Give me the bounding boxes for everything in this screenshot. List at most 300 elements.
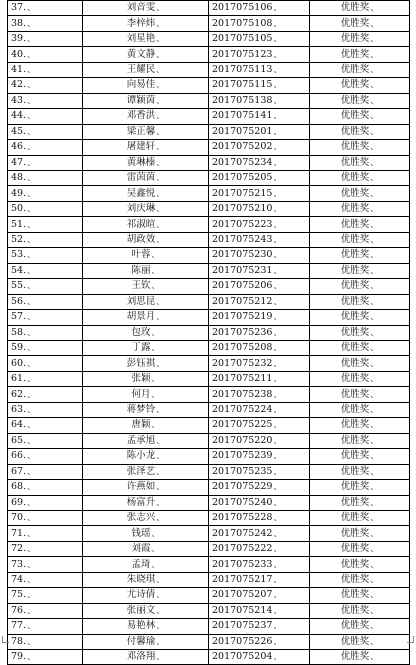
- student-id: 2017075235: [212, 465, 273, 477]
- row-number-cell: [8, 93, 83, 108]
- cell-end-mark: 、: [27, 482, 36, 492]
- cell-end-mark: 、: [27, 652, 36, 662]
- cell-end-mark: 、: [370, 389, 379, 399]
- student-name: 朱晓琪: [126, 573, 156, 585]
- row-number: 65.: [11, 434, 27, 446]
- cell-end-mark: 、: [273, 3, 282, 13]
- award-level: 优胜奖: [340, 419, 370, 431]
- cell-end-mark: 、: [370, 250, 379, 260]
- award-level-cell: [310, 449, 410, 464]
- student-id: 2017075236: [212, 326, 273, 338]
- student-id-cell: [209, 62, 310, 77]
- cell-end-mark: 、: [27, 312, 36, 322]
- cell-end-mark: 、: [273, 34, 282, 44]
- cell-end-mark: 、: [370, 173, 379, 183]
- student-name: 谭颖茵: [126, 94, 156, 106]
- cell-end-mark: 、: [273, 435, 282, 445]
- award-level-cell: [310, 232, 410, 247]
- award-level: 优胜奖: [340, 620, 370, 632]
- student-id: 2017075208: [212, 342, 273, 354]
- table-row: [8, 650, 410, 665]
- student-id-cell: [209, 93, 310, 108]
- student-id: 2017075201: [212, 125, 273, 137]
- cell-end-mark: 、: [273, 559, 282, 569]
- cell-end-mark: 、: [27, 343, 36, 353]
- table-row: [8, 31, 410, 46]
- student-name: 吴鑫悦: [126, 187, 156, 199]
- cell-end-mark: 、: [273, 265, 282, 275]
- row-number: 46.: [11, 141, 27, 153]
- row-number-cell: [8, 557, 83, 572]
- award-level: 优胜奖: [340, 434, 370, 446]
- cell-end-mark: 、: [370, 652, 379, 662]
- student-id: 2017075231: [212, 264, 273, 276]
- cell-end-mark: 、: [151, 281, 160, 291]
- student-name: 尤诗倩: [126, 589, 156, 601]
- student-name-cell: [83, 650, 209, 665]
- cell-end-mark: 、: [27, 204, 36, 214]
- cell-end-mark: 、: [370, 80, 379, 90]
- student-id-cell: [209, 294, 310, 309]
- student-name-cell: [83, 62, 209, 77]
- student-name: 陈丽: [131, 264, 151, 276]
- award-level: 优胜奖: [340, 187, 370, 199]
- row-number-cell: [8, 109, 83, 124]
- cell-end-mark: 、: [370, 528, 379, 538]
- cell-end-mark: 、: [273, 636, 282, 646]
- student-name-cell: [83, 588, 209, 603]
- student-id-cell: [209, 510, 310, 525]
- award-level: 优胜奖: [340, 604, 370, 616]
- cell-end-mark: 、: [273, 374, 282, 384]
- cell-end-mark: 、: [273, 405, 282, 414]
- cell-end-mark: 、: [273, 188, 282, 198]
- award-level-cell: [310, 356, 410, 371]
- student-name: 邓洛翔: [126, 651, 156, 663]
- cell-end-mark: 、: [370, 574, 379, 584]
- cell-end-mark: 、: [370, 559, 379, 569]
- student-id-cell: [209, 588, 310, 603]
- student-name: 张颖: [131, 373, 151, 385]
- student-name-cell: [83, 371, 209, 386]
- student-name-cell: [83, 217, 209, 232]
- student-id: 2017075202: [212, 141, 273, 153]
- award-level-cell: [310, 31, 410, 46]
- cell-end-mark: 、: [273, 173, 282, 183]
- cell-end-mark: 、: [370, 34, 379, 44]
- cell-end-mark: 、: [151, 265, 160, 275]
- award-level-cell: [310, 650, 410, 665]
- row-number-cell: [8, 588, 83, 603]
- row-number: 39.: [11, 33, 27, 45]
- cell-end-mark: 、: [27, 374, 36, 384]
- row-number: 66.: [11, 450, 27, 462]
- cell-end-mark: 、: [370, 65, 379, 75]
- cell-end-mark: 、: [370, 95, 379, 105]
- row-number-cell: [8, 232, 83, 247]
- award-level-cell: [310, 619, 410, 634]
- student-name: 陈小龙: [126, 450, 156, 462]
- student-id: 2017075242: [212, 527, 273, 539]
- award-level: 优胜奖: [340, 125, 370, 137]
- cell-end-mark: 、: [27, 3, 36, 13]
- row-number-cell: [8, 418, 83, 433]
- student-id: 2017075138: [212, 94, 273, 106]
- row-number-cell: [8, 201, 83, 216]
- table-row: [8, 433, 410, 448]
- student-name: 包玫: [131, 326, 151, 338]
- row-number-cell: [8, 16, 83, 31]
- cell-end-mark: 、: [27, 265, 36, 275]
- row-number: 79.: [11, 651, 27, 663]
- page-corner-mark-left: [2, 636, 9, 643]
- award-level-cell: [310, 433, 410, 448]
- cell-end-mark: 、: [370, 636, 379, 646]
- student-id: 2017075223: [212, 218, 273, 230]
- cell-end-mark: 、: [156, 235, 165, 245]
- student-name-cell: [83, 433, 209, 448]
- row-number-cell: [8, 31, 83, 46]
- student-name-cell: [83, 279, 209, 294]
- student-name-cell: [83, 109, 209, 124]
- student-name: 彭钰祺: [126, 357, 156, 369]
- award-level-cell: [310, 93, 410, 108]
- cell-end-mark: 、: [156, 574, 165, 584]
- student-id: 2017075105: [212, 33, 273, 45]
- award-level-cell: [310, 155, 410, 170]
- cell-end-mark: 、: [370, 49, 379, 59]
- student-name: 孟琦: [131, 558, 151, 570]
- cell-end-mark: 、: [27, 296, 36, 306]
- cell-end-mark: 、: [156, 605, 165, 615]
- cell-end-mark: 、: [370, 420, 379, 430]
- cell-end-mark: 、: [273, 312, 282, 322]
- student-id: 2017075204: [212, 651, 273, 663]
- row-number-cell: [8, 310, 83, 325]
- cell-end-mark: 、: [370, 3, 379, 13]
- cell-end-mark: 、: [27, 95, 36, 105]
- cell-end-mark: 、: [156, 636, 165, 646]
- award-level: 优胜奖: [340, 94, 370, 106]
- table-row: [8, 248, 410, 263]
- student-id: 2017075219: [212, 311, 273, 323]
- cell-end-mark: 、: [370, 466, 379, 476]
- cell-end-mark: 、: [27, 590, 36, 600]
- student-name-cell: [83, 201, 209, 216]
- cell-end-mark: 、: [370, 235, 379, 245]
- student-id: 2017075233: [212, 558, 273, 570]
- row-number-cell: [8, 62, 83, 77]
- student-id-cell: [209, 217, 310, 232]
- cell-end-mark: 、: [156, 358, 165, 368]
- student-id-cell: [209, 325, 310, 340]
- award-level-cell: [310, 217, 410, 232]
- table-row: [8, 170, 410, 185]
- student-name-cell: [83, 541, 209, 556]
- row-number: 42.: [11, 79, 27, 91]
- table-row: [8, 619, 410, 634]
- cell-end-mark: 、: [370, 374, 379, 384]
- table-row: [8, 310, 410, 325]
- award-level-cell: [310, 603, 410, 618]
- cell-end-mark: 、: [151, 343, 160, 353]
- table-row: [8, 279, 410, 294]
- student-id-cell: [209, 31, 310, 46]
- table-row: [8, 371, 410, 386]
- cell-end-mark: 、: [273, 497, 282, 507]
- cell-end-mark: 、: [370, 513, 379, 523]
- cell-end-mark: 、: [370, 312, 379, 322]
- student-id: 2017075229: [212, 481, 273, 493]
- cell-end-mark: 、: [27, 435, 36, 445]
- student-name: 丁露: [131, 342, 151, 354]
- award-level: 优胜奖: [340, 141, 370, 153]
- cell-end-mark: 、: [156, 3, 165, 13]
- row-number: 74.: [11, 573, 27, 585]
- table-row: [8, 480, 410, 495]
- student-name: 许燕如: [126, 481, 156, 493]
- award-level: 优胜奖: [340, 573, 370, 585]
- award-level-cell: [310, 557, 410, 572]
- cell-end-mark: 、: [273, 358, 282, 368]
- row-number-cell: [8, 619, 83, 634]
- table-row: [8, 557, 410, 572]
- row-number: 78.: [11, 635, 27, 647]
- student-name: 雷茵茵: [126, 172, 156, 184]
- award-level-cell: [310, 526, 410, 541]
- row-number-cell: [8, 526, 83, 541]
- cell-end-mark: 、: [151, 528, 160, 538]
- table-row: [8, 356, 410, 371]
- row-number: 67.: [11, 465, 27, 477]
- cell-end-mark: 、: [27, 389, 36, 399]
- student-name-cell: [83, 572, 209, 587]
- award-level: 优胜奖: [340, 326, 370, 338]
- award-level-cell: [310, 495, 410, 510]
- cell-end-mark: 、: [370, 296, 379, 306]
- student-name-cell: [83, 480, 209, 495]
- student-name-cell: [83, 124, 209, 139]
- award-level-cell: [310, 480, 410, 495]
- cell-end-mark: 、: [156, 466, 165, 476]
- cell-end-mark: 、: [27, 513, 36, 523]
- student-name: 邓香洪: [126, 110, 156, 122]
- cell-end-mark: 、: [273, 49, 282, 59]
- cell-end-mark: 、: [151, 327, 160, 337]
- student-name-cell: [83, 526, 209, 541]
- award-level: 优胜奖: [340, 79, 370, 91]
- award-level: 优胜奖: [340, 64, 370, 76]
- award-level: 优胜奖: [340, 512, 370, 524]
- cell-end-mark: 、: [370, 188, 379, 198]
- award-level-cell: [310, 47, 410, 62]
- cell-end-mark: 、: [27, 405, 36, 414]
- award-level: 优胜奖: [340, 543, 370, 555]
- award-level-cell: [310, 1, 410, 16]
- cell-end-mark: 、: [151, 420, 160, 430]
- cell-end-mark: 、: [370, 204, 379, 214]
- table-row: [8, 186, 410, 201]
- student-name-cell: [83, 263, 209, 278]
- row-number-cell: [8, 140, 83, 155]
- student-name-cell: [83, 248, 209, 263]
- student-id-cell: [209, 356, 310, 371]
- cell-end-mark: 、: [273, 389, 282, 399]
- student-name: 黄文静: [126, 48, 156, 60]
- row-number: 49.: [11, 187, 27, 199]
- cell-end-mark: 、: [27, 420, 36, 430]
- row-number: 70.: [11, 512, 27, 524]
- cell-end-mark: 、: [27, 157, 36, 167]
- cell-end-mark: 、: [273, 420, 282, 430]
- row-number: 38.: [11, 17, 27, 29]
- student-id: 2017075228: [212, 512, 273, 524]
- cell-end-mark: 、: [151, 559, 160, 569]
- cell-end-mark: 、: [273, 327, 282, 337]
- student-name: 向易佳: [126, 79, 156, 91]
- row-number-cell: [8, 510, 83, 525]
- row-number: 47.: [11, 156, 27, 168]
- cell-end-mark: 、: [156, 111, 165, 121]
- award-level: 优胜奖: [340, 203, 370, 215]
- cell-end-mark: 、: [27, 466, 36, 476]
- row-number-cell: [8, 356, 83, 371]
- student-id-cell: [209, 634, 310, 649]
- award-level-cell: [310, 279, 410, 294]
- cell-end-mark: 、: [370, 281, 379, 291]
- student-name: 唐颖: [131, 419, 151, 431]
- table-row: [8, 232, 410, 247]
- row-number: 57.: [11, 311, 27, 323]
- table-row: [8, 109, 410, 124]
- cell-end-mark: 、: [156, 65, 165, 75]
- cell-end-mark: 、: [273, 343, 282, 353]
- cell-end-mark: 、: [27, 544, 36, 554]
- row-number: 43.: [11, 94, 27, 106]
- cell-end-mark: 、: [273, 204, 282, 214]
- student-id-cell: [209, 279, 310, 294]
- award-level: 优胜奖: [340, 527, 370, 539]
- student-id-cell: [209, 16, 310, 31]
- table-row: [8, 16, 410, 31]
- row-number: 71.: [11, 527, 27, 539]
- student-name: 钱瑶: [131, 527, 151, 539]
- cell-end-mark: 、: [156, 204, 165, 214]
- student-id-cell: [209, 140, 310, 155]
- cell-end-mark: 、: [156, 126, 165, 136]
- student-name: 胡景月: [126, 311, 156, 323]
- row-number-cell: [8, 1, 83, 16]
- award-level: 优胜奖: [340, 651, 370, 663]
- award-level-cell: [310, 402, 410, 417]
- cell-end-mark: 、: [156, 435, 165, 445]
- table-row: [8, 387, 410, 402]
- cell-end-mark: 、: [273, 111, 282, 121]
- award-level: 优胜奖: [340, 218, 370, 230]
- award-level-cell: [310, 588, 410, 603]
- row-number: 76.: [11, 604, 27, 616]
- cell-end-mark: 、: [370, 327, 379, 337]
- cell-end-mark: 、: [370, 265, 379, 275]
- student-name-cell: [83, 619, 209, 634]
- cell-end-mark: 、: [27, 49, 36, 59]
- student-id: 2017075108: [212, 17, 273, 29]
- cell-end-mark: 、: [273, 528, 282, 538]
- table-row: [8, 495, 410, 510]
- cell-end-mark: 、: [370, 605, 379, 615]
- student-name: 孟承旭: [126, 434, 156, 446]
- cell-end-mark: 、: [27, 126, 36, 136]
- award-level: 优胜奖: [340, 373, 370, 385]
- row-number-cell: [8, 541, 83, 556]
- table-row: [8, 124, 410, 139]
- student-name: 易艳林: [126, 620, 156, 632]
- student-id: 2017075106: [212, 2, 273, 14]
- student-name: 黄琳榛: [126, 156, 156, 168]
- cell-end-mark: 、: [156, 219, 165, 229]
- cell-end-mark: 、: [370, 126, 379, 136]
- cell-end-mark: 、: [27, 605, 36, 615]
- cell-end-mark: 、: [273, 18, 282, 28]
- row-number-cell: [8, 340, 83, 355]
- row-number: 48.: [11, 172, 27, 184]
- student-name: 胡政效: [126, 234, 156, 246]
- cell-end-mark: 、: [273, 574, 282, 584]
- row-number: 59.: [11, 342, 27, 354]
- student-id: 2017075214: [212, 604, 273, 616]
- student-id-cell: [209, 201, 310, 216]
- cell-end-mark: 、: [156, 80, 165, 90]
- row-number: 64.: [11, 419, 27, 431]
- student-id-cell: [209, 526, 310, 541]
- student-id-cell: [209, 387, 310, 402]
- cell-end-mark: 、: [273, 544, 282, 554]
- row-number-cell: [8, 495, 83, 510]
- award-level: 优胜奖: [340, 450, 370, 462]
- student-name-cell: [83, 16, 209, 31]
- award-level: 优胜奖: [340, 280, 370, 292]
- row-number: 75.: [11, 589, 27, 601]
- student-id-cell: [209, 557, 310, 572]
- student-name: 刘思昆: [126, 295, 156, 307]
- student-id: 2017075239: [212, 450, 273, 462]
- cell-end-mark: 、: [27, 80, 36, 90]
- award-list-sheet: [7, 0, 409, 665]
- cell-end-mark: 、: [156, 142, 165, 152]
- cell-end-mark: 、: [156, 312, 165, 322]
- row-number-cell: [8, 294, 83, 309]
- cell-end-mark: 、: [370, 405, 379, 414]
- cell-end-mark: 、: [27, 142, 36, 152]
- row-number: 55.: [11, 280, 27, 292]
- award-level-cell: [310, 572, 410, 587]
- award-level-cell: [310, 263, 410, 278]
- student-name-cell: [83, 186, 209, 201]
- award-level-cell: [310, 634, 410, 649]
- table-row: [8, 449, 410, 464]
- student-id-cell: [209, 619, 310, 634]
- row-number-cell: [8, 371, 83, 386]
- student-id: 2017075207: [212, 589, 273, 601]
- student-name: 何月: [131, 388, 151, 400]
- cell-end-mark: 、: [370, 497, 379, 507]
- student-id-cell: [209, 650, 310, 665]
- row-number-cell: [8, 634, 83, 649]
- cell-end-mark: 、: [273, 605, 282, 615]
- row-number-cell: [8, 402, 83, 417]
- student-name-cell: [83, 1, 209, 16]
- cell-end-mark: 、: [156, 621, 165, 631]
